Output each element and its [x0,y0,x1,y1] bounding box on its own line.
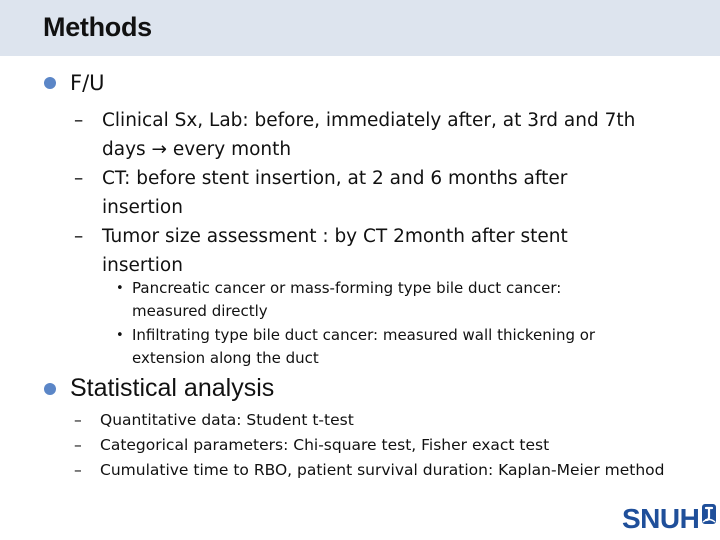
list-item-text: Quantitative data: Student t-test [100,411,354,429]
dash-bullet: – [74,168,84,189]
list-item-line: insertion [102,255,183,276]
list-item [74,164,704,222]
bullet-dot-icon [44,383,56,395]
list-item-line: Clinical Sx, Lab: before, immediately after, at 3rd and 7th [102,110,636,131]
bullet-icon: • [116,328,124,343]
dash-bullet: – [74,411,82,429]
dash-bullet: – [74,110,84,131]
sub-list-item-line: measured directly [132,302,268,320]
section-statistical-analysis [44,374,274,403]
sub-list-item [116,324,706,370]
list-item-text: Cumulative time to RBO, patient survival duration: Kaplan-Meier method [100,461,665,479]
list-item [74,222,704,280]
list-item [74,408,714,432]
slide-title: Methods [43,12,152,42]
bullet-dot-icon [44,77,56,89]
list-item [74,458,714,482]
bullet-icon: • [116,281,124,296]
sub-list-item-line: extension along the duct [132,349,319,367]
dash-bullet: – [74,226,84,247]
list-item-line: insertion [102,197,183,218]
list-item [74,433,714,457]
dash-bullet: – [74,436,82,454]
sub-list-item [116,277,706,323]
section-heading: Statistical analysis [70,374,275,402]
list-item-text: Categorical parameters: Chi-square test, Fisher exact test [100,436,550,454]
list-item-line: CT: before stent insertion, at 2 and 6 months after [102,168,568,189]
list-item-line: days → every month [102,139,292,160]
sub-list-item-line: Infiltrating type bile duct cancer: measured wall thickening or [132,326,596,344]
logo-text: SNUH [622,503,700,534]
snuh-logo [622,505,717,533]
list-item-line: Tumor size assessment : by CT 2month after stent [102,226,568,247]
dash-bullet: – [74,461,82,479]
sub-list-item-line: Pancreatic cancer or mass-forming type bile duct cancer: [132,279,562,297]
section-fu [44,71,105,95]
hospital-emblem-icon [701,503,717,525]
section-heading: F/U [70,71,105,95]
list-item [74,106,704,164]
